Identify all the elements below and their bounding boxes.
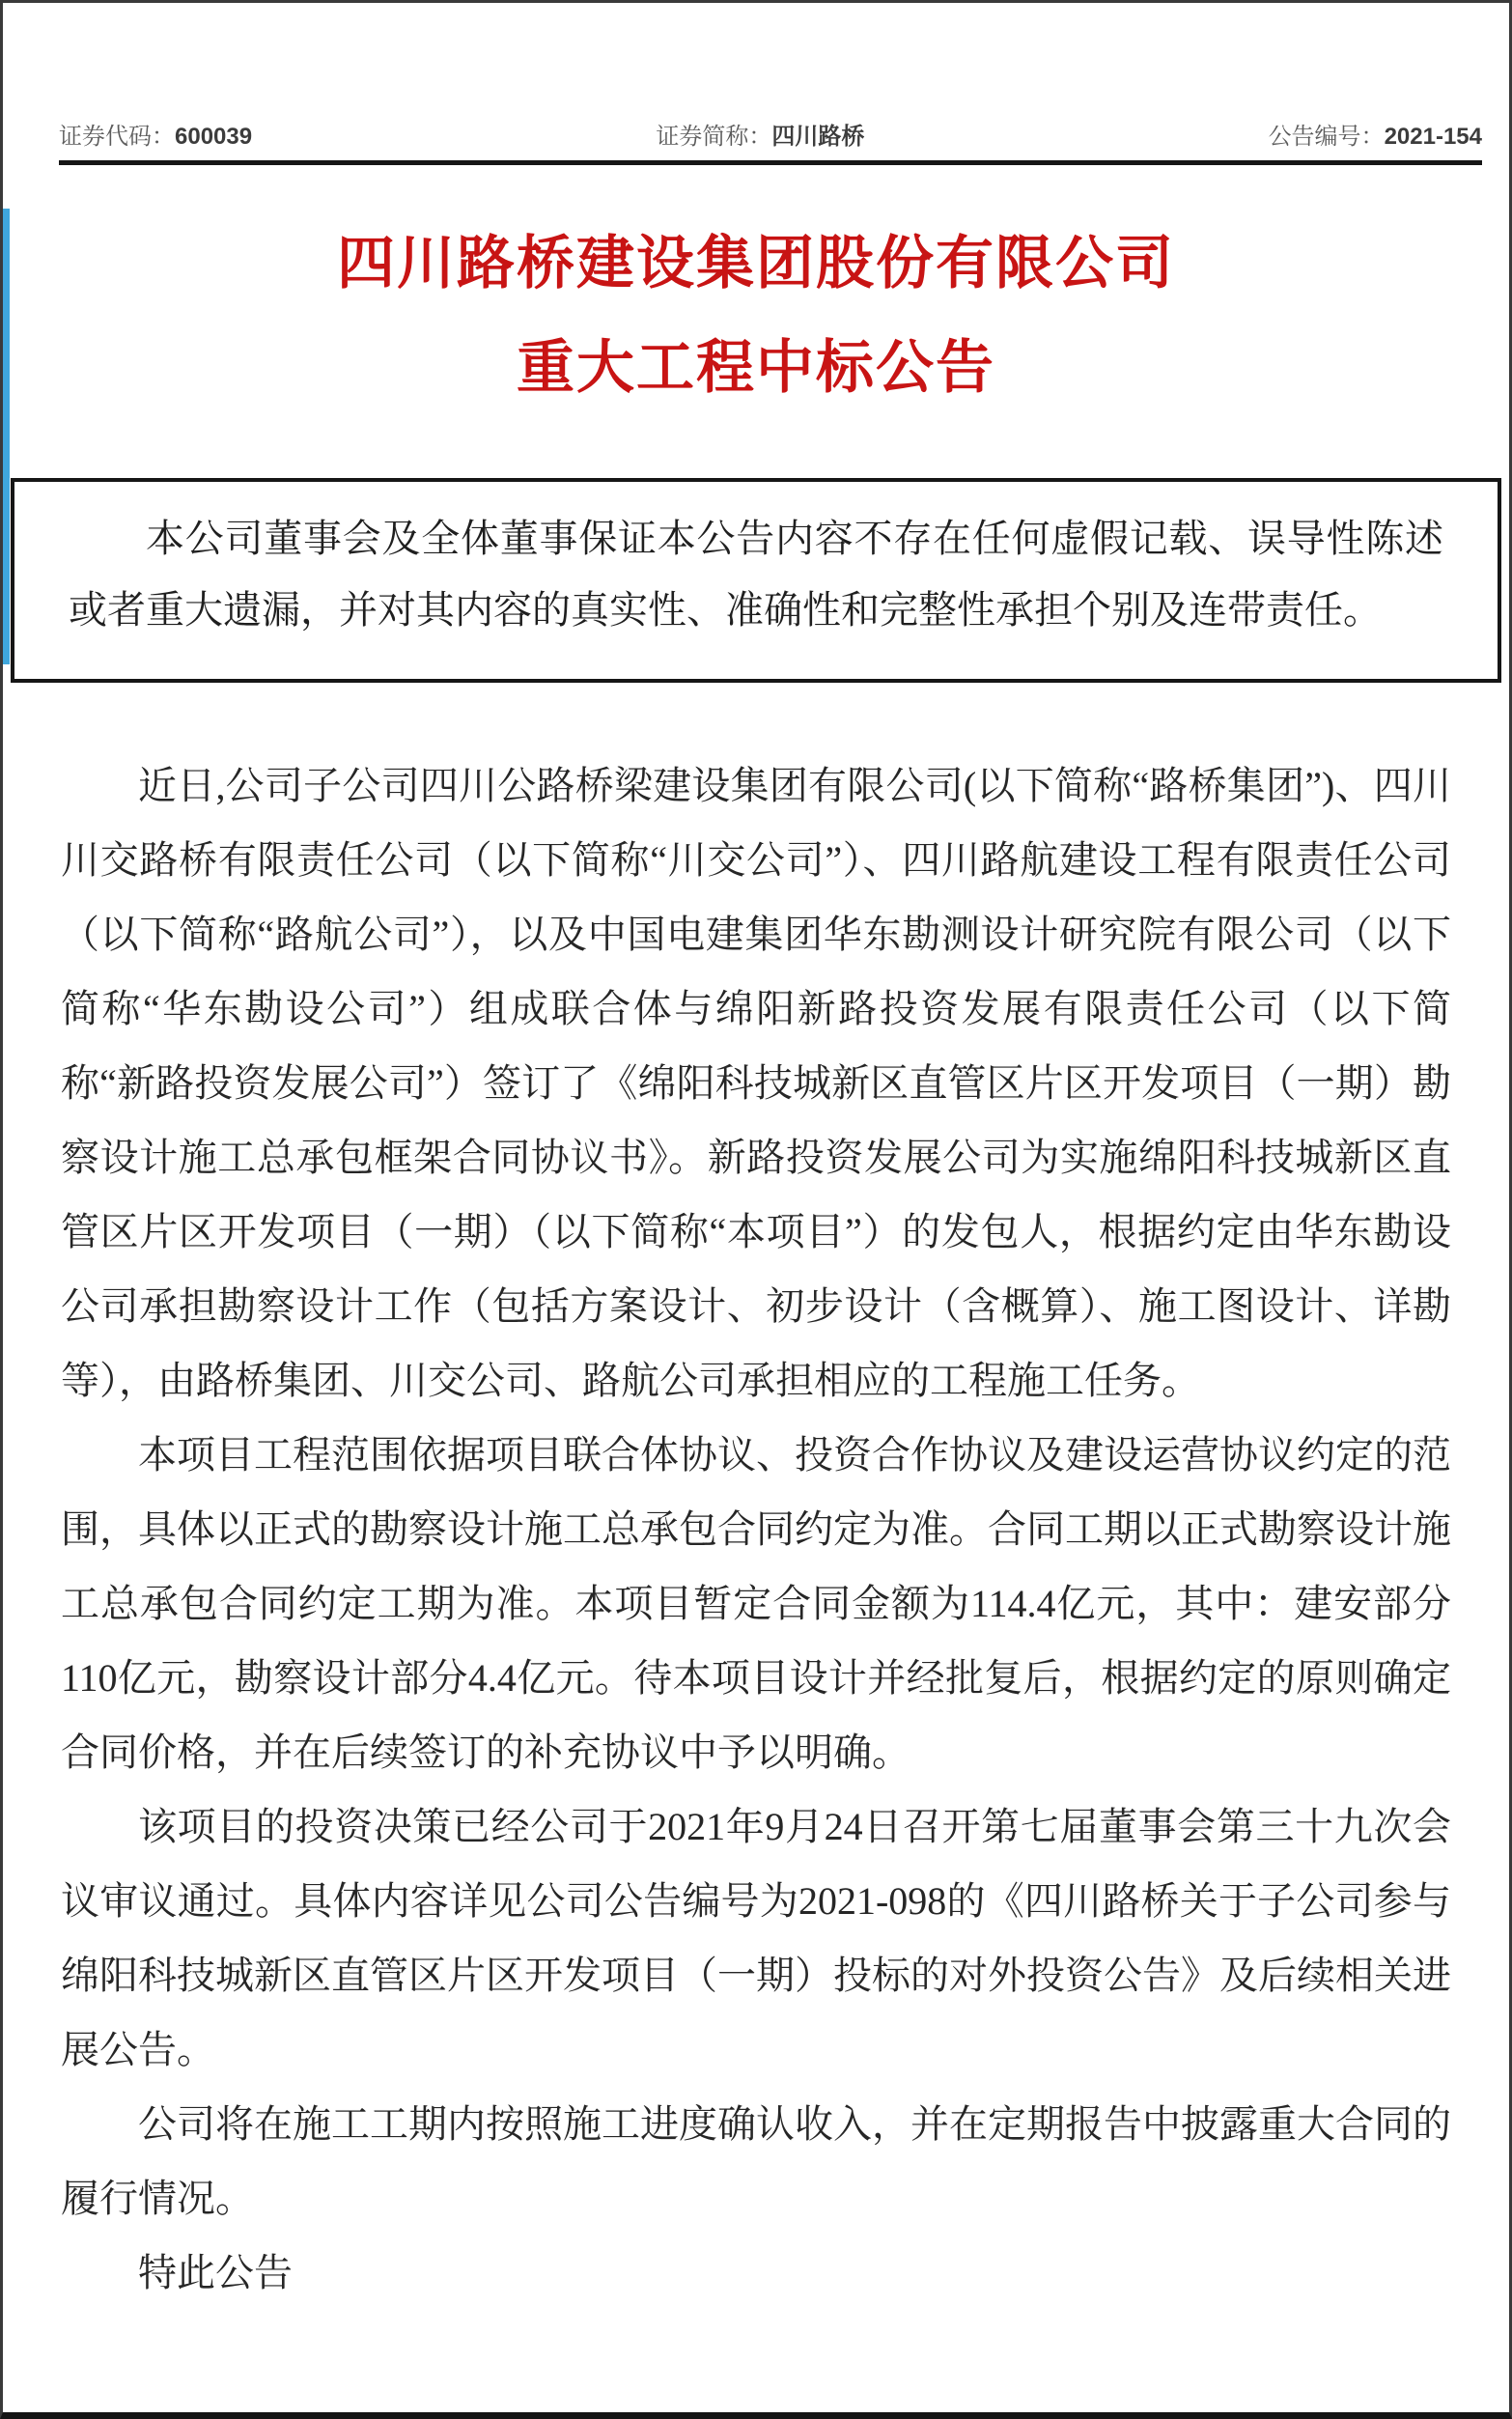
body-paragraph: 该项目的投资决策已经公司于2021年9月24日召开第七届董事会第三十九次会议审议通过。具体内容详见公司公告编号为2021-098的《四川路桥关于子公司参与绵阳科技城新区直管区片区开发项目（一期）投标的对外投资公告》及后续相关进展公告。: [61, 1805, 1451, 2071]
stock-code: [59, 117, 252, 151]
closing-statement: 特此公告: [138, 2251, 293, 2294]
company-title: 四川路桥建设集团股份有限公司: [337, 230, 1175, 297]
notice-number: [1269, 117, 1482, 151]
header-divider: [59, 160, 1482, 165]
body-paragraph: 本项目工程范围依据项目联合体协议、投资合作协议及建设运营协议约定的范围，具体以正式的勘察设计施工总承包合同约定为准。合同工期以正式勘察设计施工总承包合同约定工期为准。本项目暂定合同金额为114.4亿元，其中：建安部分110亿元，勘察设计部分4.4亿元。待本项目设计并经批复后，根据约定的原则确定合同价格，并在后续签订的补充协议中予以明确。: [61, 1433, 1451, 1774]
scrollbar-thumb[interactable]: [3, 209, 10, 664]
notice-number-value: 2021-154: [1384, 124, 1482, 150]
stock-code-value: 600039: [175, 124, 253, 150]
board-disclaimer-text: 本公司董事会及全体董事保证本公告内容不存在任何虚假记载、误导性陈述或者重大遗漏，并对其内容的真实性、准确性和完整性承担个别及连带责任。: [69, 517, 1443, 632]
notice-number-label: 公告编号：: [1268, 124, 1385, 150]
stock-code-label: 证券代码：: [59, 124, 175, 150]
board-disclaimer-box: [11, 478, 1501, 683]
announcement-body: [61, 748, 1451, 2310]
securities-header: [59, 117, 1482, 151]
body-paragraph: 公司将在施工工期内按照施工进度确认收入，并在定期报告中披露重大合同的履行情况。: [61, 2102, 1451, 2220]
stock-name-value: 四川路桥: [771, 124, 865, 150]
body-paragraph: 近日,公司子公司四川公路桥梁建设集团有限公司(以下简称“路桥集团”)、四川川交路桥有限责任公司（以下简称“川交公司”）、四川路航建设工程有限责任公司（以下简称“路航公司”），以及中国电建集团华东勘测设计研究院有限公司（以下简称“华东勘设公司”）组成联合体与绵阳新路投资发展有限责任公司（以下简称“新路投资发展公司”）签订了《绵阳科技城新区直管区片区开发项目（一期）勘察设计施工总承包框架合同协议书》。新路投资发展公司为实施绵阳科技城新区直管区片区开发项目（一期）（以下简称“本项目”）的发包人，根据约定由华东勘设公司承担勘察设计工作（包括方案设计、初步设计（含概算）、施工图设计、详勘等），由路桥集团、川交公司、路航公司承担相应的工程施工任务。: [61, 764, 1451, 1402]
announcement-title: 重大工程中标公告: [517, 334, 995, 402]
stock-name: [656, 117, 864, 151]
stock-name-label: 证券简称：: [656, 124, 772, 150]
